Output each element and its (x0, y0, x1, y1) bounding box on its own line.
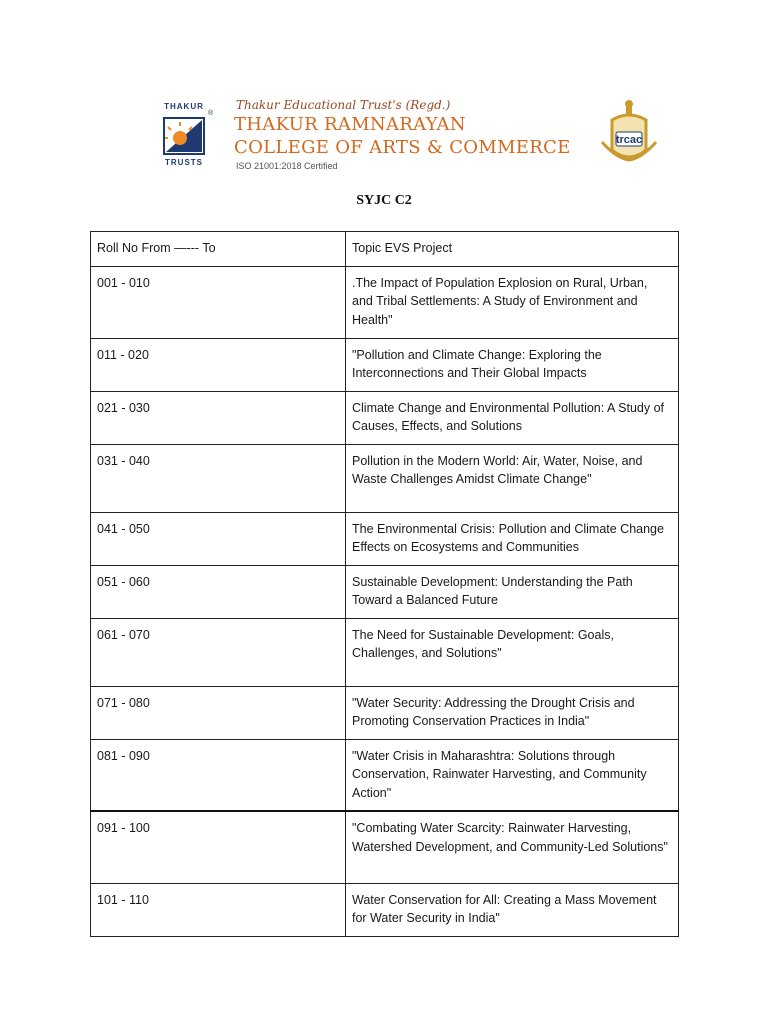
table-header-row (91, 232, 679, 267)
topic-cell: "Pollution and Climate Change: Exploring the Interconnections and Their Global Impacts (346, 338, 679, 391)
table-row (91, 565, 679, 618)
header-roll-range: Roll No From —--- To (91, 232, 346, 267)
roll-range-cell: 091 - 100 (91, 811, 346, 883)
evs-project-table (90, 231, 679, 937)
table-row (91, 444, 679, 512)
roll-range-cell: 041 - 050 (91, 512, 346, 565)
roll-range-cell: 101 - 110 (91, 883, 346, 936)
topic-cell: Sustainable Development: Understanding the Path Toward a Balanced Future (346, 565, 679, 618)
table-row (91, 618, 679, 686)
college-letterhead (150, 96, 643, 174)
topic-cell: "Combating Water Scarcity: Rainwater Harvesting, Watershed Development, and Community-Led Solutions" (346, 811, 679, 883)
logo-top-text: THAKUR (164, 102, 204, 111)
topic-cell: "Water Security: Addressing the Drought Crisis and Promoting Conservation Practices in India" (346, 686, 679, 739)
topic-cell: The Environmental Crisis: Pollution and Climate Change Effects on Ecosystems and Communities (346, 512, 679, 565)
thakur-trusts-logo (156, 102, 212, 168)
iso-certification: ISO 21001:2018 Certified (236, 161, 338, 171)
crest-text: trcac (615, 134, 643, 146)
topic-cell: "Water Crisis in Maharashtra: Solutions through Conservation, Rainwater Harvesting, and Community Action" (346, 739, 679, 811)
table-row (91, 883, 679, 936)
roll-range-cell: 081 - 090 (91, 739, 346, 811)
topic-cell: Pollution in the Modern World: Air, Water, Noise, and Waste Challenges Amidst Climate Change" (346, 444, 679, 512)
table-row (91, 266, 679, 338)
roll-range-cell: 061 - 070 (91, 618, 346, 686)
college-name-line2: COLLEGE OF ARTS & COMMERCE (234, 137, 571, 158)
registered-mark: ® (208, 110, 214, 117)
roll-range-cell: 021 - 030 (91, 391, 346, 444)
crest-icon (598, 98, 660, 172)
table-row (91, 686, 679, 739)
roll-range-cell: 031 - 040 (91, 444, 346, 512)
table-row (91, 811, 679, 883)
roll-range-cell: 051 - 060 (91, 565, 346, 618)
table-row (91, 739, 679, 811)
topic-cell: Climate Change and Environmental Pollution: A Study of Causes, Effects, and Solutions (346, 391, 679, 444)
logo-bottom-text: TRUSTS (165, 158, 203, 167)
roll-range-cell: 071 - 080 (91, 686, 346, 739)
roll-range-cell: 011 - 020 (91, 338, 346, 391)
table-row (91, 338, 679, 391)
topic-cell: The Need for Sustainable Development: Goals, Challenges, and Solutions" (346, 618, 679, 686)
college-name-line1: THAKUR RAMNARAYAN (234, 114, 466, 135)
class-heading: SYJC C2 (356, 193, 412, 208)
roll-range-cell: 001 - 010 (91, 266, 346, 338)
topic-cell: Water Conservation for All: Creating a Mass Movement for Water Security in India" (346, 883, 679, 936)
table-row (91, 512, 679, 565)
table-row (91, 391, 679, 444)
topic-cell: .The Impact of Population Explosion on Rural, Urban, and Tribal Settlements: A Study of Environment and Health" (346, 266, 679, 338)
header-topic: Topic EVS Project (346, 232, 679, 267)
trust-name: Thakur Educational Trust's (Regd.) (236, 98, 451, 112)
trcac-crest-logo (598, 98, 660, 172)
sunrise-emblem-icon (162, 116, 206, 156)
